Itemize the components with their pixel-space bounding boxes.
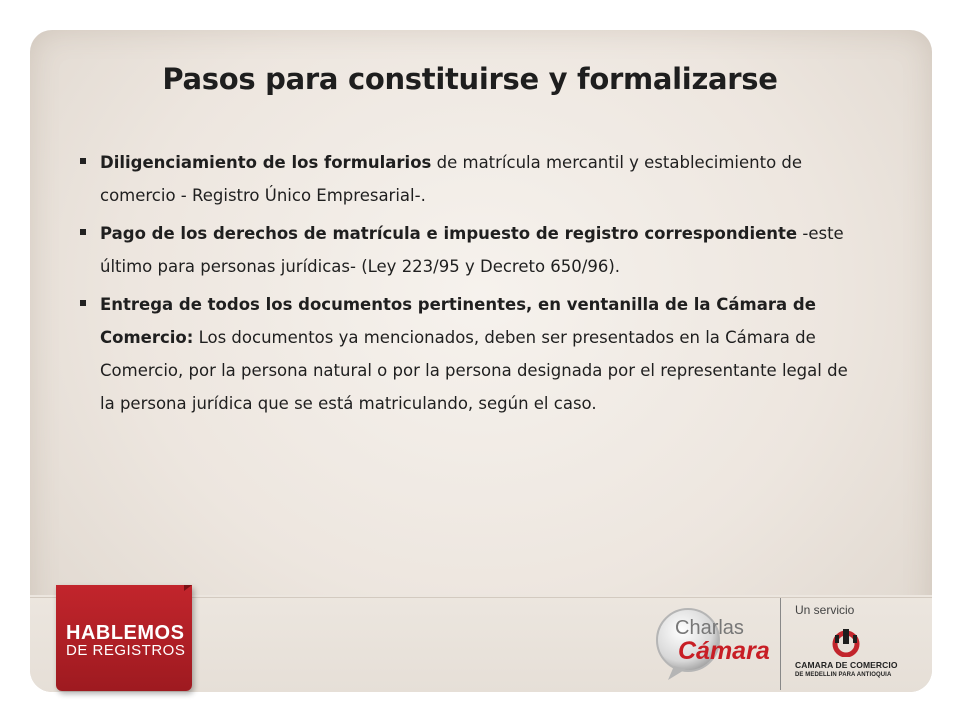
bullet-bold-text: Entrega de todos los documentos pertinentes, en ventanilla de la Cámara de Comercio: xyxy=(100,295,816,347)
charlas-text: Charlas xyxy=(675,617,744,639)
bullet-bold-text: Diligenciamiento de los formularios xyxy=(100,153,432,172)
un-servicio-label: Un servicio xyxy=(795,603,855,617)
ccm-name-line: CAMARA DE COMERCIO xyxy=(795,660,898,670)
bullet-item xyxy=(78,146,860,212)
ccm-sub-line: DE MEDELLIN PARA ANTIOQUIA xyxy=(795,672,892,678)
bullet-text: Los documentos ya mencionados, deben ser presentados en la Cámara de Comercio, por la persona natural o por la persona designada por el representante legal de la persona jurídica que se está matriculando, según el caso. xyxy=(100,328,848,413)
slide-title: Pasos para constituirse y formalizarse xyxy=(162,62,778,96)
camara-comercio-name xyxy=(795,660,898,680)
bullet-text: -este último para personas jurídicas- (Ley 223/95 y Decreto 650/96). xyxy=(100,224,844,276)
camara-text: Cámara xyxy=(678,637,770,665)
bullet-item xyxy=(78,217,860,283)
ribbon-line1: HABLEMOS xyxy=(66,622,185,644)
ribbon-fold xyxy=(184,585,192,591)
ribbon-line2: DE REGISTROS xyxy=(66,642,186,659)
square-bullet-icon xyxy=(80,158,86,164)
bullet-text: de matrícula mercantil y establecimiento de comercio - Registro Único Empresarial-. xyxy=(100,153,803,205)
bullet-bold-text: Pago de los derechos de matrícula e impuesto de registro correspondiente xyxy=(100,224,798,243)
footer-vertical-divider xyxy=(780,598,781,690)
bullet-item xyxy=(78,288,860,420)
square-bullet-icon xyxy=(80,300,86,306)
camara-comercio-logo-icon xyxy=(829,627,863,657)
bullet-list xyxy=(78,146,860,425)
hablemos-logo-text xyxy=(66,624,186,660)
square-bullet-icon xyxy=(80,229,86,235)
